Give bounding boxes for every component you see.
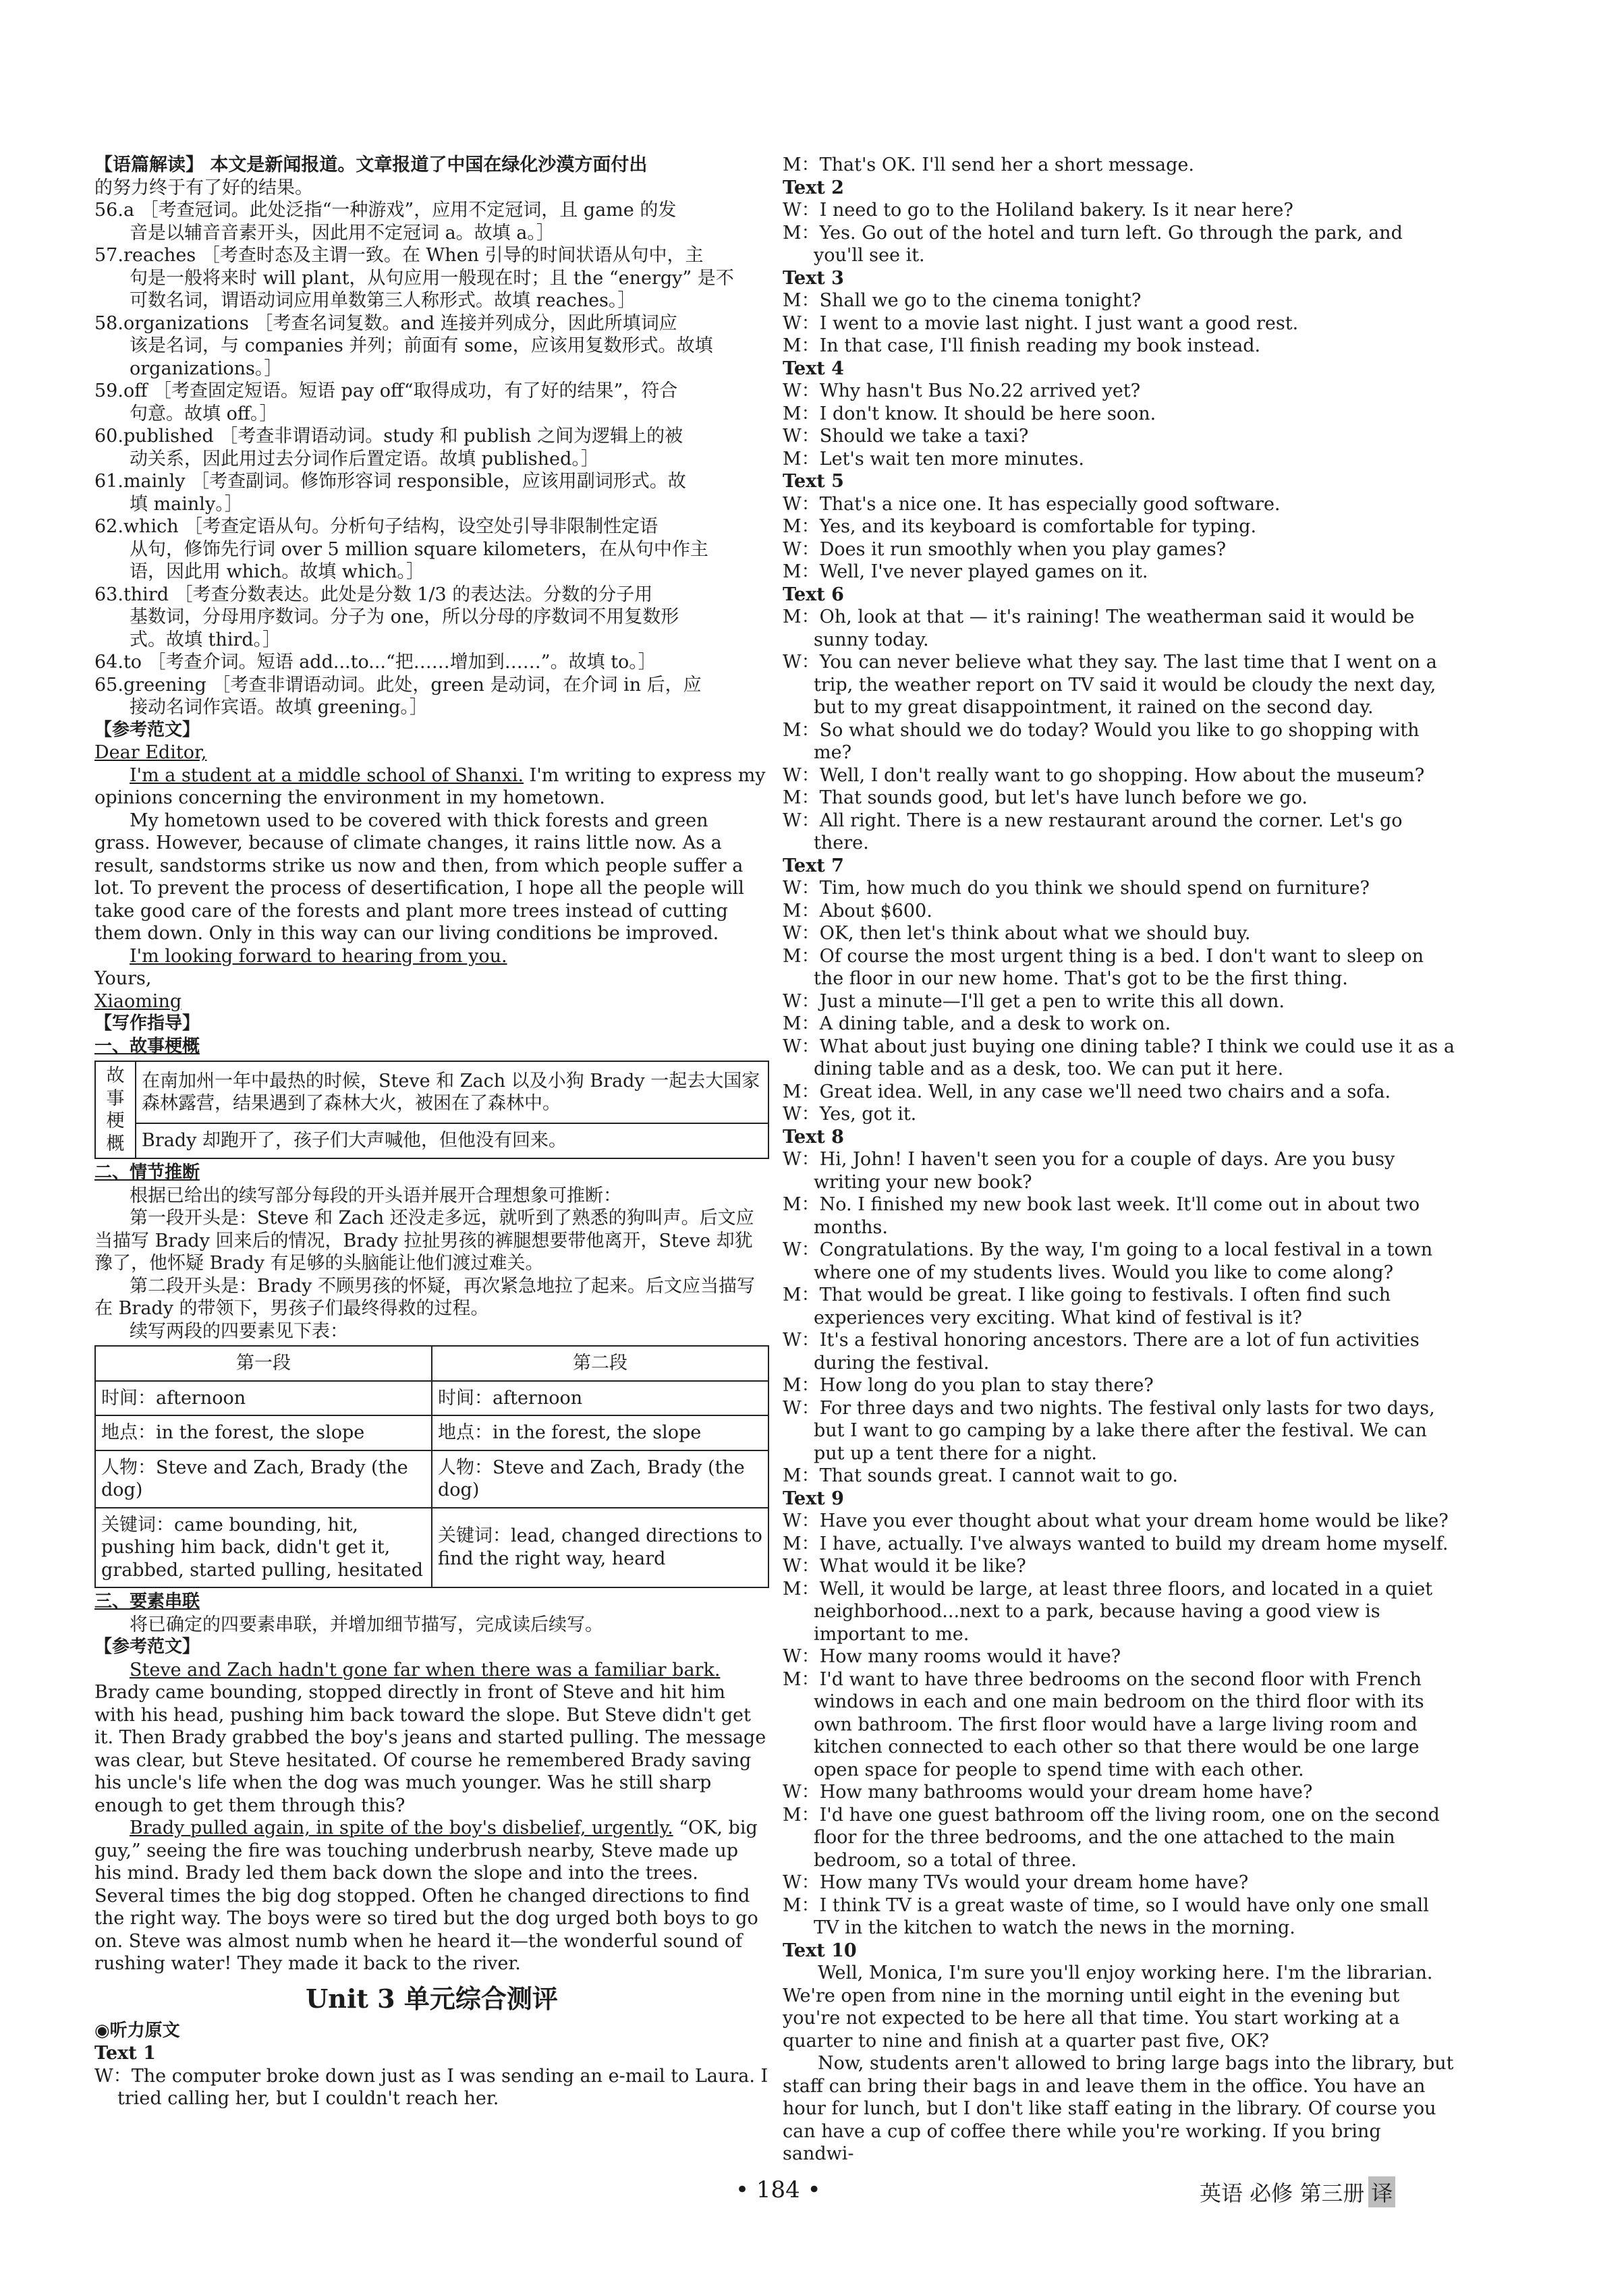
answer-first-line: 63.third ［考查分数表达。此处是分数 1/3 的表达法。分数的分子用 bbox=[94, 584, 653, 605]
answer-item bbox=[94, 674, 769, 719]
four-elements-cell: 地点：in the forest, the slope bbox=[432, 1415, 768, 1450]
dialogue-line: M：That sounds great. I cannot wait to go. bbox=[783, 1465, 1179, 1486]
four-elements-cell: 关键词：lead, changed directions to find the right way, heard bbox=[432, 1508, 768, 1588]
answer-item bbox=[94, 312, 769, 380]
answer-item bbox=[94, 515, 769, 584]
continuation-paragraph-2-body: “OK, big guy,” seeing the fire was touching underbrush nearby, Steve made up his mind. Brady led them back down the slope and into the trees. Several times the big dog stopped. Often he changed directions to find the right way. The boys were so tired but the dog urged both boys to go on. Steve was almost numb when he heard it—the wonderful sound of rushing water! They made it back to the river. bbox=[94, 1817, 758, 1974]
answer-badge: 译 bbox=[1368, 2176, 1395, 2207]
dialogue-line: M：Well, I've never played games on it. bbox=[783, 561, 1148, 582]
monologue-paragraph: Now, students aren't allowed to bring large bags into the library, but staff can bring their bags in and leave them in the office. You have an hour for lunch, but I don't like staff eating in the library. Of course you can have a cup of coffee there while you're working. If you bring sandwi- bbox=[783, 2053, 1454, 2164]
reference-essay-label: 【参考范文】 bbox=[94, 719, 200, 740]
right-column bbox=[783, 154, 1457, 2166]
answer-item bbox=[94, 199, 769, 244]
dialogue-line: M：That sounds good, but let's have lunch before we go. bbox=[783, 787, 1308, 808]
answer-first-line: 65.greening ［考查非谓语动词。此处，green 是动词，在介词 in 后，应 bbox=[94, 674, 702, 696]
four-elements-cell: 地点：in the forest, the slope bbox=[95, 1415, 432, 1450]
dialogue-line: M：That's OK. I'll send her a short message. bbox=[783, 154, 1194, 175]
answer-first-line: 59.off ［考查固定短语。短语 pay off“取得成功，有了好的结果”，符合 bbox=[94, 380, 678, 401]
answer-first-line: 57.reaches ［考查时态及主谓一致。在 When 引导的时间状语从句中，主 bbox=[94, 245, 704, 266]
four-elements-table bbox=[94, 1345, 769, 1588]
answer-first-line: 56.a ［考查冠词。此处泛指“一种游戏”，应用不定冠词，且 game 的发 bbox=[94, 200, 677, 221]
dialogue-line: M：That would be great. I like going to festivals. I often find such experiences very exciting. What kind of festival is it? bbox=[783, 1285, 1391, 1328]
story-summary-cell: Brady 却跑开了，孩子们大声喊他，但他没有回来。 bbox=[136, 1123, 768, 1158]
listening-text-label: Text 10 bbox=[783, 1940, 857, 1961]
listening-text-label: Text 6 bbox=[783, 584, 844, 605]
answer-continued-line: 句意。故填 off。］ bbox=[130, 403, 278, 424]
dialogue-line: W：What about just buying one dining table? I think we could use it as a dining table and as a desk, too. We can put it here. bbox=[783, 1036, 1455, 1079]
answer-first-line: 62.which ［考查定语从句。分析句子结构，设空处引导非限制性定语 bbox=[94, 516, 659, 537]
listening-text-label: Text 7 bbox=[783, 855, 844, 876]
dialogue-line: M：Oh, look at that — it's raining! The weatherman said it would be sunny today. bbox=[783, 606, 1415, 650]
four-elements-header-cell: 第二段 bbox=[432, 1346, 768, 1381]
answer-continued-line: 该是名词，与 companies 并列；前面有 some，应该用复数形式。故填 bbox=[130, 335, 713, 356]
dialogue-line: W：What would it be like? bbox=[783, 1556, 1026, 1577]
dialogue-line: M：I'd want to have three bedrooms on the second floor with French windows in each and one main bedroom on the third floor with its own bathroom. The first floor would have a large living room and kitchen connected to each other so that there would be one large open space for people to spend time with each other. bbox=[783, 1668, 1424, 1780]
answer-continued-line: organizations。］ bbox=[130, 358, 283, 379]
section-plot-inference: 二、情节推断 bbox=[94, 1162, 200, 1183]
plot-paragraph: 根据已给出的续写部分每段的开头语并展开合理想象可推断： bbox=[130, 1185, 621, 1206]
answer-first-line: 60.published ［考查非谓语动词。study 和 publish 之间为逻辑上的被 bbox=[94, 426, 683, 447]
dialogue-line: M：Of course the most urgent thing is a bed. I don't want to sleep on the floor in our new home. That's got to be the first thing. bbox=[783, 945, 1424, 989]
answer-first-line: 61.mainly ［考查副词。修饰形容词 responsible，应该用副词形式。故 bbox=[94, 471, 686, 492]
dialogue-line: M：No. I finished my new book last week. It'll come out in about two months. bbox=[783, 1194, 1420, 1238]
book-label bbox=[1200, 2176, 1395, 2207]
four-elements-row bbox=[95, 1450, 768, 1508]
letter-paragraph-3 bbox=[94, 945, 769, 968]
dialogue-line: W：How many TVs would your dream home have? bbox=[783, 1872, 1249, 1893]
letter-salutation: Dear Editor, bbox=[94, 742, 207, 763]
dialogue-line: W：All right. There is a new restaurant around the corner. Let's go there. bbox=[783, 810, 1403, 853]
listening-text-label: Text 4 bbox=[783, 358, 844, 379]
answer-item bbox=[94, 380, 769, 425]
answer-continued-line: 式。故填 third。］ bbox=[130, 629, 281, 650]
answer-continued-line: 接动名词作宾语。故填 greening。］ bbox=[130, 697, 428, 718]
dialogue-line: M：Yes. Go out of the hotel and turn left. Go through the park, and you'll see it. bbox=[783, 222, 1403, 266]
story-summary-cell: 在南加州一年中最热的时候，Steve 和 Zach 以及小狗 Brady 一起去大国家森林露营，结果遇到了森林大火，被困在了森林中。 bbox=[136, 1061, 768, 1123]
listening-text-label: Text 8 bbox=[783, 1126, 844, 1148]
four-elements-cell: 时间：afternoon bbox=[432, 1381, 768, 1416]
continuation-paragraph-2 bbox=[94, 1817, 769, 1975]
dialogue-line: M：So what should we do today? Would you like to go shopping with me? bbox=[783, 719, 1420, 763]
dialogue-line: W：Congratulations. By the way, I'm going to a local festival in a town where one of my students lives. Would you like to come along? bbox=[783, 1239, 1433, 1283]
dialogue-line: W：I need to go to the Holiland bakery. Is it near here? bbox=[783, 200, 1293, 221]
dialogue-line: W：For three days and two nights. The festival only lasts for two days, but I want to go camping by a lake there after the festival. We can put up a tent there for a night. bbox=[783, 1397, 1435, 1464]
answer-item bbox=[94, 651, 769, 674]
story-summary-row bbox=[95, 1061, 768, 1123]
page-number: • 184 • bbox=[735, 2176, 821, 2203]
listening-text-label: Text 3 bbox=[783, 267, 844, 289]
four-elements-cell: 时间：afternoon bbox=[95, 1381, 432, 1416]
answer-continued-line: 句是一般将来时 will plant，从句应用一般现在时；且 the “energy” 是不 bbox=[130, 267, 734, 289]
text-1-label: Text 1 bbox=[94, 2043, 156, 2064]
plot-paragraph: 续写两段的四要素见下表： bbox=[130, 1320, 348, 1342]
dialogue-line: M：How long do you plan to stay there? bbox=[783, 1375, 1154, 1396]
plot-paragraph: 第二段开头是：Brady 不顾男孩的怀疑，再次紧急地拉了起来。后文应当描写在 Brady 的带领下，男孩子们最终得救的过程。 bbox=[94, 1275, 755, 1319]
continuation-paragraph-1-body: Brady came bounding, stopped directly in front of Steve and hit him with his head, pushing him back toward the slope. But Steve didn't get it. Then Brady grabbed the boy's jeans and started pulling. The message was clear, but Steve hesitated. Of course he remembered Brady saving his uncle's life when the dog was much younger. Was he still sharp enough to get them through this? bbox=[94, 1682, 766, 1816]
dialogue-line: W：How many bathrooms would your dream home have? bbox=[783, 1782, 1313, 1803]
dialogue-line: W：Just a minute—I'll get a pen to write this all down. bbox=[783, 990, 1285, 1012]
four-elements-row bbox=[95, 1415, 768, 1450]
dialogue-line: W：That's a nice one. It has especially good software. bbox=[783, 493, 1281, 515]
four-elements-cell: 人物：Steve and Zach, Brady (the dog) bbox=[95, 1450, 432, 1508]
dialogue-line: W：Well, I don't really want to go shopping. How about the museum? bbox=[783, 764, 1425, 786]
answer-item bbox=[94, 584, 769, 652]
four-elements-row bbox=[95, 1508, 768, 1588]
four-elements-cell: 关键词：came bounding, hit, pushing him back, didn't get it, grabbed, started pulling, hesitated bbox=[95, 1508, 432, 1588]
dialogue-line: M：Well, it would be large, at least three floors, and located in a quiet neighborhood...next to a park, because having a good view is important to me. bbox=[783, 1578, 1433, 1645]
answer-item bbox=[94, 470, 769, 515]
dialogue-line: W：It's a festival honoring ancestors. There are a lot of fun activities during the festival. bbox=[783, 1330, 1420, 1374]
dialogue-line: W：Should we take a taxi? bbox=[783, 426, 1029, 447]
section-element-linking: 三、要素串联 bbox=[94, 1591, 200, 1612]
continuation-paragraph-1-opening: Steve and Zach hadn't gone far when there was a familiar bark. bbox=[130, 1659, 721, 1681]
letter-signature: Xiaoming bbox=[94, 990, 182, 1012]
answer-continued-line: 动关系，因此用过去分词作后置定语。故填 published。］ bbox=[130, 448, 599, 470]
dialogue-line: M：In that case, I'll finish reading my book instead. bbox=[783, 335, 1261, 356]
answer-continued-line: 从句，修饰先行词 over 5 million square kilometers，在从句中作主 bbox=[130, 538, 708, 560]
dialogue-line: M：Great idea. Well, in any case we'll need two chairs and a sofa. bbox=[783, 1081, 1391, 1102]
dialogue-line: W：Yes, got it. bbox=[783, 1104, 917, 1125]
dialogue-line: W：Why hasn't Bus No.22 arrived yet? bbox=[783, 380, 1141, 401]
reading-summary-line: 的努力终于有了好的结果。 bbox=[94, 177, 313, 198]
answer-continued-line: 填 mainly。］ bbox=[130, 493, 243, 515]
continuation-paragraph-2-opening: Brady pulled again, in spite of the boy's disbelief, urgently. bbox=[130, 1817, 673, 1838]
answer-continued-line: 基数词，分母用序数词。分子为 one，所以分母的序数词不用复数形 bbox=[130, 606, 679, 627]
answer-first-line: 64.to ［考查介词。短语 add...to...“把……增加到……”。故填 to。］ bbox=[94, 652, 656, 673]
answer-item bbox=[94, 244, 769, 312]
dialogue-line: W：Tim, how much do you think we should spend on furniture? bbox=[783, 878, 1370, 899]
letter-paragraph-1 bbox=[94, 764, 769, 810]
reference-continuation-label: 【参考范文】 bbox=[94, 1637, 200, 1657]
listening-script-label: ◉听力原文 bbox=[94, 2020, 180, 2041]
reading-summary-line: 【语篇解读】 本文是新闻报道。文章报道了中国在绿化沙漠方面付出 bbox=[94, 154, 648, 175]
answer-continued-line: 语，因此用 which。故填 which。］ bbox=[130, 561, 424, 582]
dialogue-line: W：I went to a movie last night. I just want a good rest. bbox=[783, 312, 1299, 334]
letter-paragraph-2: My hometown used to be covered with thick forests and green grass. However, because of climate changes, it rains little now. As a result, sandstorms strike us now and then, from which people suffer a lot. To prevent the process of desertification, I hope all the people will take good care of the forests and plant more trees instead of cutting them down. Only in this way can our living conditions be improved. bbox=[94, 810, 744, 944]
dialogue-line: M：A dining table, and a desk to work on. bbox=[783, 1013, 1171, 1034]
dialogue-line: W：How many rooms would it have? bbox=[783, 1646, 1121, 1667]
monologue-paragraph: Well, Monica, I'm sure you'll enjoy working here. I'm the librarian. We're open from nine in the morning until eight in the evening but you're not expected to be here all that time. You start working at a quarter to nine and finish at a quarter past five, OK? bbox=[783, 1963, 1433, 2052]
letter-closing: Yours, bbox=[94, 968, 152, 989]
element-linking-text: 将已确定的四要素串联，并增加细节描写，完成读后续写。 bbox=[130, 1614, 603, 1635]
story-summary-tag: 故事梗概 bbox=[95, 1061, 136, 1158]
dialogue-line: M：Yes, and its keyboard is comfortable for typing. bbox=[783, 516, 1257, 537]
dialogue-line: M：Shall we go to the cinema tonight? bbox=[783, 290, 1142, 311]
four-elements-header-row bbox=[95, 1346, 768, 1381]
story-summary-row bbox=[95, 1123, 768, 1158]
dialogue-line: M：About $600. bbox=[783, 900, 932, 922]
letter-paragraph-1-underlined: I'm a student at a middle school of Shanxi. bbox=[130, 764, 524, 786]
dialogue-line: W：Have you ever thought about what your dream home would be like? bbox=[783, 1511, 1449, 1531]
answer-first-line: 58.organizations ［考查名词复数。and 连接并列成分，因此所填词应 bbox=[94, 312, 677, 334]
answer-continued-line: 音是以辅音音素开头，因此用不定冠词 a。故填 a。］ bbox=[130, 222, 555, 244]
four-elements-header-cell: 第一段 bbox=[95, 1346, 432, 1381]
text-1-dialogue: W：The computer broke down just as I was sending an e-mail to Laura. I tried calling her, but I couldn't reach her. bbox=[94, 2065, 768, 2109]
unit-title: Unit 3 单元综合测评 bbox=[306, 1983, 558, 2014]
dialogue-line: M：I think TV is a great waste of time, so I would have only one small TV in the kitchen to watch the news in the morning. bbox=[783, 1894, 1429, 1938]
dialogue-line: M：Let's wait ten more minutes. bbox=[783, 448, 1084, 470]
dialogue-line: M：I have, actually. I've always wanted to build my dream home myself. bbox=[783, 1533, 1449, 1554]
section-story-summary: 一、故事梗概 bbox=[94, 1036, 200, 1056]
listening-text-label: Text 9 bbox=[783, 1488, 844, 1509]
dialogue-line: W：Does it run smoothly when you play games? bbox=[783, 538, 1227, 560]
answer-continued-line: 可数名词，谓语动词应用单数第三人称形式。故填 reaches。］ bbox=[130, 290, 636, 311]
dialogue-line: W：Hi, John! I haven't seen you for a couple of days. Are you busy writing your new book? bbox=[783, 1149, 1395, 1193]
story-summary-table bbox=[94, 1061, 769, 1159]
dialogue-line: M：I'd have one guest bathroom off the living room, one on the second floor for the three bedrooms, and the one attached to the main bedroom, so a total of three. bbox=[783, 1804, 1440, 1871]
letter-paragraph-1-rest: I'm writing to express my opinions concerning the environment in my hometown. bbox=[94, 764, 766, 808]
book-title: 英语 必修 第三册 bbox=[1200, 2180, 1365, 2206]
continuation-paragraph-1 bbox=[94, 1659, 769, 1817]
plot-paragraph: 第一段开头是：Steve 和 Zach 还没走多远，就听到了熟悉的狗叫声。后文应当描写 Brady 回来后的情况，Brady 拉扯男孩的裤腿想要带他离开，Steve 却犹豫了，他怀疑 Brady 有足够的头脑能让他们渡过难关。 bbox=[94, 1208, 754, 1274]
four-elements-cell: 人物：Steve and Zach, Brady (the dog) bbox=[432, 1450, 768, 1508]
writing-guide-label: 【写作指导】 bbox=[94, 1013, 200, 1034]
dialogue-line: W：OK, then let's think about what we should buy. bbox=[783, 923, 1251, 944]
four-elements-row bbox=[95, 1381, 768, 1416]
letter-paragraph-3-text: I'm looking forward to hearing from you. bbox=[130, 945, 507, 967]
listening-text-label: Text 5 bbox=[783, 471, 844, 492]
left-column bbox=[94, 154, 769, 2110]
answer-item bbox=[94, 425, 769, 470]
listening-text-label: Text 2 bbox=[783, 177, 844, 198]
dialogue-line: M：I don't know. It should be here soon. bbox=[783, 403, 1156, 424]
dialogue-line: W：You can never believe what they say. The last time that I went on a trip, the weather report on TV said it would be cloudy the next day, but to my great disappointment, it rained on the second day. bbox=[783, 652, 1437, 718]
